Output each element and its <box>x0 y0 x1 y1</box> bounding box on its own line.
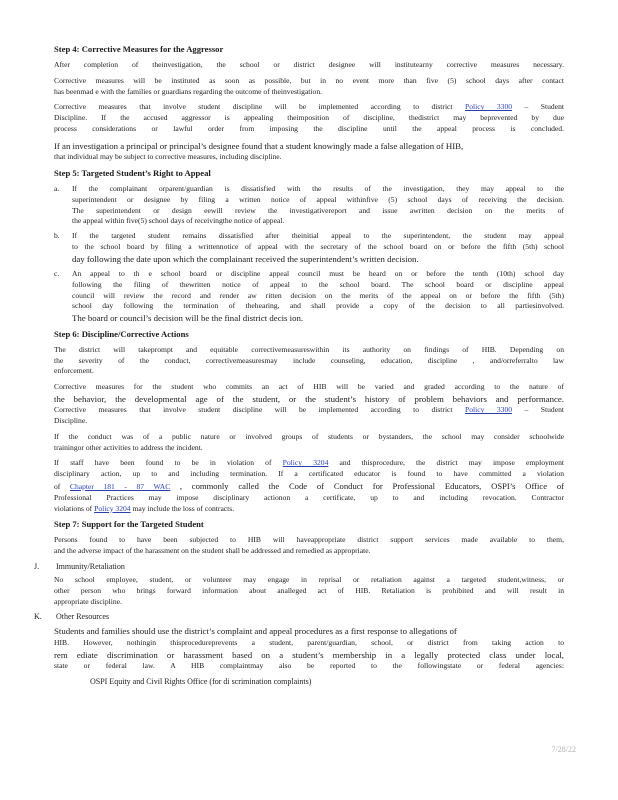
text-line <box>54 458 564 469</box>
text-line: has beenmad e with the families or guardians regarding the outcome of theinvestigation. <box>54 86 323 96</box>
appeal-item-a <box>54 184 564 227</box>
section-marker: K. <box>34 612 42 622</box>
page-date: 7/28/22 <box>551 745 576 754</box>
text-segment: Corrective measures that involve student discipline will be implemented according to district <box>54 405 453 415</box>
step4-paragraph-1b <box>54 76 564 98</box>
text-segment: – Student <box>524 102 565 112</box>
step4-heading: Step 4: Corrective Measures for the Aggressor <box>54 44 224 54</box>
text-line: Corrective measures will be instituted as soon as possible, but in no event more than five (5) school days after contact <box>54 75 564 85</box>
text-line <box>54 480 564 493</box>
text-line: day following the date upon which the complainant received the superintendent’s written decision. <box>72 253 419 264</box>
appeal-item-b <box>54 231 564 265</box>
step6-paragraph-2b <box>54 405 564 427</box>
text-segment: and thisprocedure, the district may impose employment <box>339 458 564 468</box>
policy-3300-link[interactable]: Policy 3300 <box>465 102 513 112</box>
text-line: The district will takeprompt and equitable correctivemeasureswithin its authority on findings of HIB. Depending on <box>54 344 564 354</box>
text-line: Students and families should use the district’s complaint and appeal procedures as a first response to allegations of <box>54 626 457 637</box>
text-line: superintendent or designee by filing a written notice of appeal withinfive (5) school days of receiving the decision. <box>72 194 564 204</box>
text-line: the appeal within five(5) school days of receivingthe notice of appeal. <box>72 216 285 226</box>
text-line: appropriate discipline. <box>54 596 122 606</box>
text-segment: may include the loss of contracts. <box>132 503 235 513</box>
text-line: the severity of the conduct, correctivemeasuresmay include counseling, education, discipline , and/orreferralto law <box>54 355 564 365</box>
step6-paragraph-4 <box>54 458 564 514</box>
section-title: Other Resources <box>56 612 110 622</box>
text-line: Corrective measures for the student who commits an act of HIB will be varied and graded according to the nature of <box>54 382 564 392</box>
policy-3204-link[interactable]: Policy 3204 <box>94 503 131 513</box>
policy-3300-link[interactable]: Policy 3300 <box>465 405 513 415</box>
text-segment: Corrective measures that involve student discipline will be implemented according to district <box>54 102 453 112</box>
text-line <box>54 102 564 113</box>
text-line: the behavior, the developmental age of the student, or the student’s history of problem behaviors and performance. <box>54 393 564 404</box>
text-line <box>54 405 564 416</box>
text-line: If the complainant orparent/guardian is dissatisfied with the results of the investigation, they may appeal to the <box>72 183 564 193</box>
resource-text: OSPI Equity and Civil Rights Office (for di scrimination complaints) <box>90 676 312 686</box>
text-line: After completion of theinvestigation, the school or district designee will institutearny corrective measures necessary. <box>54 60 564 69</box>
policy-3204-link[interactable]: Policy 3204 <box>282 458 329 468</box>
text-line: Professional Practices may impose disciplinary actionon a certificate, up to and including revocation. Contractor <box>54 492 564 502</box>
step7-paragraph <box>54 535 564 557</box>
text-line: Discipline. If the accused aggressor is appealing theimposition of discipline, thedistrict may beprevented by due <box>54 113 564 123</box>
appeal-item-c <box>54 269 564 325</box>
step5-heading: Step 5: Targeted Student’s Right to Appeal <box>54 167 211 178</box>
text-line: school day following the termination of thehearing, and shall provide a copy of the decision to all partiesinvolved. <box>72 301 564 311</box>
text-line: and the adverse impact of the harassment on the student shall be addressed and remedied as appropriate. <box>54 546 371 556</box>
text-line: process considerations or lawful order from imposing the discipline until the appeal process is concluded. <box>54 123 564 133</box>
text-line <box>54 504 564 515</box>
resource-list-item <box>66 677 564 686</box>
text-line: The board or council’s decision will be the final district decis ion. <box>72 313 304 324</box>
text-line: The superintendent or design eewill review the investigativereport and issue awritten decision on the merits of <box>72 205 564 215</box>
section-j-paragraph <box>54 575 564 607</box>
text-line: Persons found to have been subjected to HIB will haveappropriate district support services made available to them, <box>54 535 564 545</box>
text-line: HIB. However, nothingin thisprocedureprevents a student, parent/guardian, school, or district from taking action to <box>54 637 564 647</box>
step6-heading: Step 6: Discipline/Corrective Actions <box>54 328 189 339</box>
step6-paragraph-3 <box>54 432 564 454</box>
text-line: rem ediate discrimination or harassment based on a student’s membership in a legally protected class under local, <box>54 649 564 660</box>
text-line: If the targeted student remains dissatisfied after theinitial appeal to the superintendent, the student may appeal <box>72 231 564 241</box>
list-marker: b. <box>54 231 60 241</box>
step4-paragraph-2 <box>54 102 564 134</box>
step4-paragraph-3 <box>54 140 564 163</box>
step6-paragraph-1 <box>54 345 564 377</box>
text-line: If the conduct was of a public nature or involved groups of students or bystanders, the school may consider schoolwide <box>54 431 564 441</box>
section-j-title <box>34 562 564 571</box>
step4-paragraph-1 <box>54 60 564 71</box>
text-segment: , commonly called the Code of Conduct for Professional Educators, OSPI’s Office of <box>179 481 564 492</box>
text-line: other person who brings forward information about analleged act of HIB. Retaliation is prohibited and will result in <box>54 585 564 595</box>
section-k-paragraph <box>54 625 564 672</box>
text-segment: – Student <box>524 405 565 415</box>
text-line: enforcement. <box>54 366 94 376</box>
text-line: state or federal law. A HIB complaintmay also be reported to the followingstate or federal agencies: <box>54 661 564 671</box>
step7-heading: Step 7: Support for the Targeted Student <box>54 519 204 530</box>
text-line: that individual may be subject to corrective measures, including discipline. <box>54 152 282 162</box>
section-k-title <box>34 612 564 621</box>
text-line: trainingor other activities to address the incident. <box>54 442 203 452</box>
text-segment: If staff have been found to be in violation of <box>54 458 272 468</box>
text-line: If an investigation a principal or principal’s designee found that a student knowingly made a false allegation of HIB, <box>54 140 464 151</box>
text-line: following the filing of thewritten notice of appeal to the school board. The school board or discipline appeal <box>72 279 564 289</box>
text-line: disciplinary action, up to and including termination. If a certificated educator is found to have committed a violation <box>54 469 564 479</box>
text-line: An appeal to th e school board or discipline appeal council must be heard on or before the tenth (10th) school day <box>72 269 564 279</box>
text-segment: violations of <box>54 503 93 513</box>
section-marker: J. <box>34 561 40 571</box>
text-line: council will review the record and render aw ritten decision on the merits of the appeal on or before the fifth (5th) <box>72 290 564 300</box>
list-marker: c. <box>54 269 60 279</box>
list-marker: a. <box>54 183 60 193</box>
text-line: No school employee, student, or volunteer may engage in reprisal or retaliation against a targeted student,witness, or <box>54 574 564 584</box>
text-segment: of <box>54 482 61 492</box>
text-line: Discipline. <box>54 416 88 426</box>
section-title: Immunity/Retaliation <box>56 561 125 571</box>
text-line: to the school board by filing a writtennotice of appeal with the secretary of the school board on or before the fifth (5th) school <box>72 241 564 251</box>
wac-chapter-link[interactable]: Chapter 181 - 87 WAC <box>69 482 171 492</box>
step6-paragraph-2 <box>54 382 564 405</box>
